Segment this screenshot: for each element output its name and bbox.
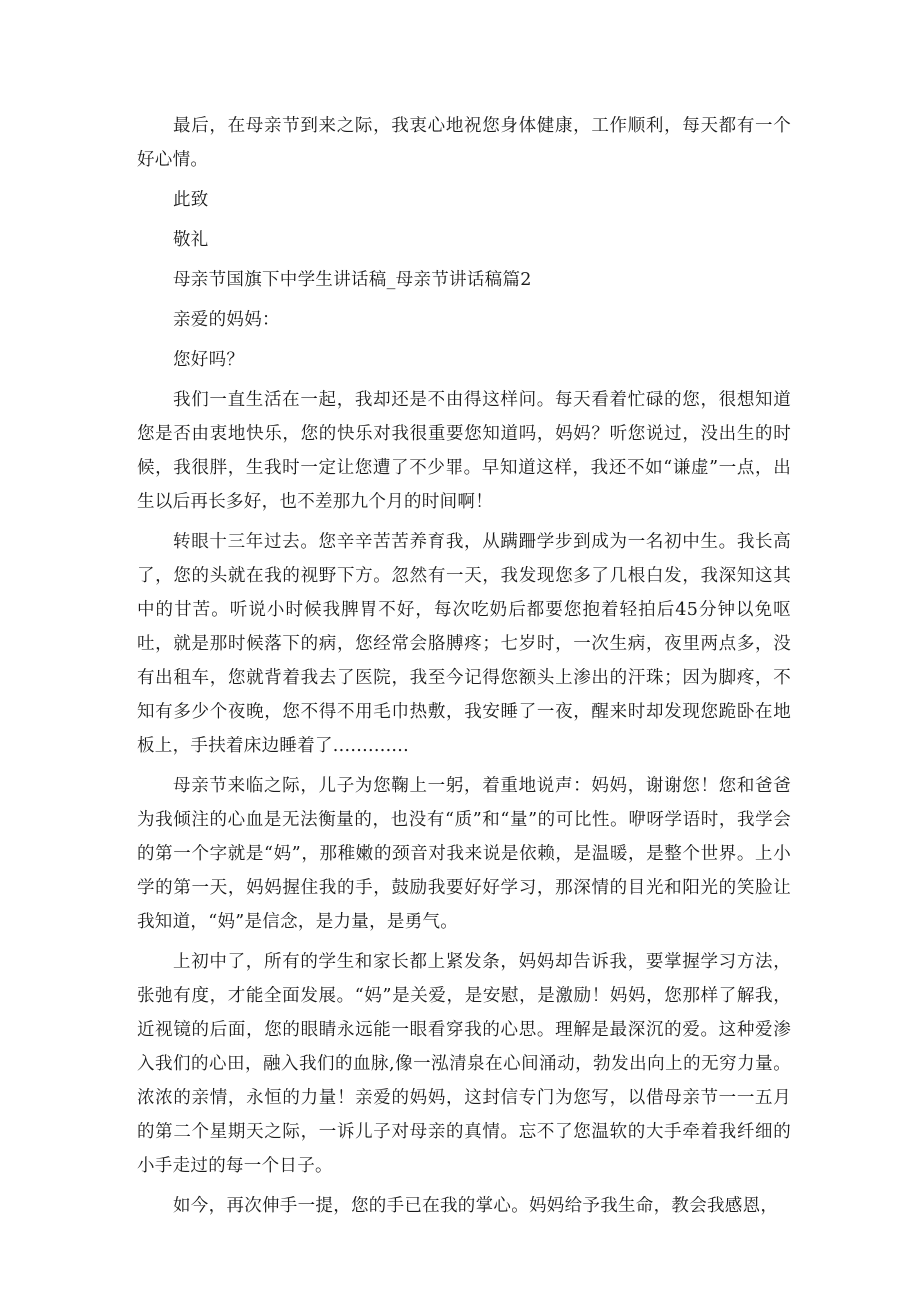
paragraph-salutation-jingli: 敬礼: [173, 230, 209, 250]
paragraph-body: 转眼十三年过去。您辛辛苦苦养育我，从蹒跚学步到成为一名初中生。我长高了，您的头就在我的视野下方。忽然有一天，我发现您多了几根白发，我深知这其中的甘苦。听说小时候我脾胃不好，每次吃奶后都要您抱着轻拍后45分钟以免呕吐，就是那时候落下的病，您经常会胳膊疼；七岁时，一次生病，夜里两点多，没有出租车，您就背着我去了医院，我至今记得您额头上渗出的汗珠；因为脚疼，不知有多少个夜晚，您不得不用毛巾热敷，我安睡了一夜，醒来时却发现您跪卧在地板上，手扶着床边睡着了.............: [137, 532, 791, 756]
document-body: [137, 109, 791, 1229]
paragraph-body: 我们一直生活在一起，我却还是不由得这样问。每天看着忙碌的您，很想知道您是否由衷地快乐，您的快乐对我很重要您知道吗，妈妈？听您说过，没出生的时候，我很胖，生我时一定让您遭了不少罪。早知道这样，我还不如“谦虚”一点，出生以后再长多好，也不差那九个月的时间啊！: [137, 390, 791, 512]
paragraph-body: 如今，再次伸手一提，您的手已在我的掌心。妈妈给予我生命，教会我感恩，: [173, 1196, 779, 1216]
section-title: 母亲节国旗下中学生讲话稿_母亲节讲话稿篇2: [173, 270, 532, 290]
paragraph-body: 母亲节来临之际，儿子为您鞠上一躬，着重地说声：妈妈，谢谢您！您和爸爸为我倾注的心血是无法衡量的，也没有“质”和“量”的可比性。咿呀学语时，我学会的第一个字就是“妈”，那稚嫩的颈音对我来说是依赖，是温暖，是整个世界。上小学的第一天，妈妈握住我的手，鼓励我要好好学习，那深情的目光和阳光的笑脸让我知道，“妈”是信念，是力量，是勇气。: [137, 776, 791, 932]
paragraph-greeting: 亲爱的妈妈：: [173, 310, 280, 330]
paragraph-how-are-you: 您好吗？: [173, 350, 245, 370]
paragraph-salutation-cizhi: 此致: [173, 190, 209, 210]
paragraph-closing-wish: 最后，在母亲节到来之际，我衷心地祝您身体健康，工作顺利，每天都有一个好心情。: [137, 116, 791, 170]
paragraph-body: 上初中了，所有的学生和家长都上紧发条，妈妈却告诉我，要掌握学习方法，张弛有度，才能全面发展。“妈”是关爱，是安慰，是激励！妈妈，您那样了解我，近视镜的后面，您的眼睛永远能一眼看穿我的心思。理解是最深沉的爱。这种爱渗入我们的心田，融入我们的血脉,像一泓清泉在心间涌动，勃发出向上的无穷力量。浓浓的亲情，永恒的力量！亲爱的妈妈，这封信专门为您写，以借母亲节一一五月的第二个星期天之际，一诉儿子对母亲的真情。忘不了您温软的大手牵着我纤细的小手走过的每一个日子。: [137, 952, 791, 1176]
